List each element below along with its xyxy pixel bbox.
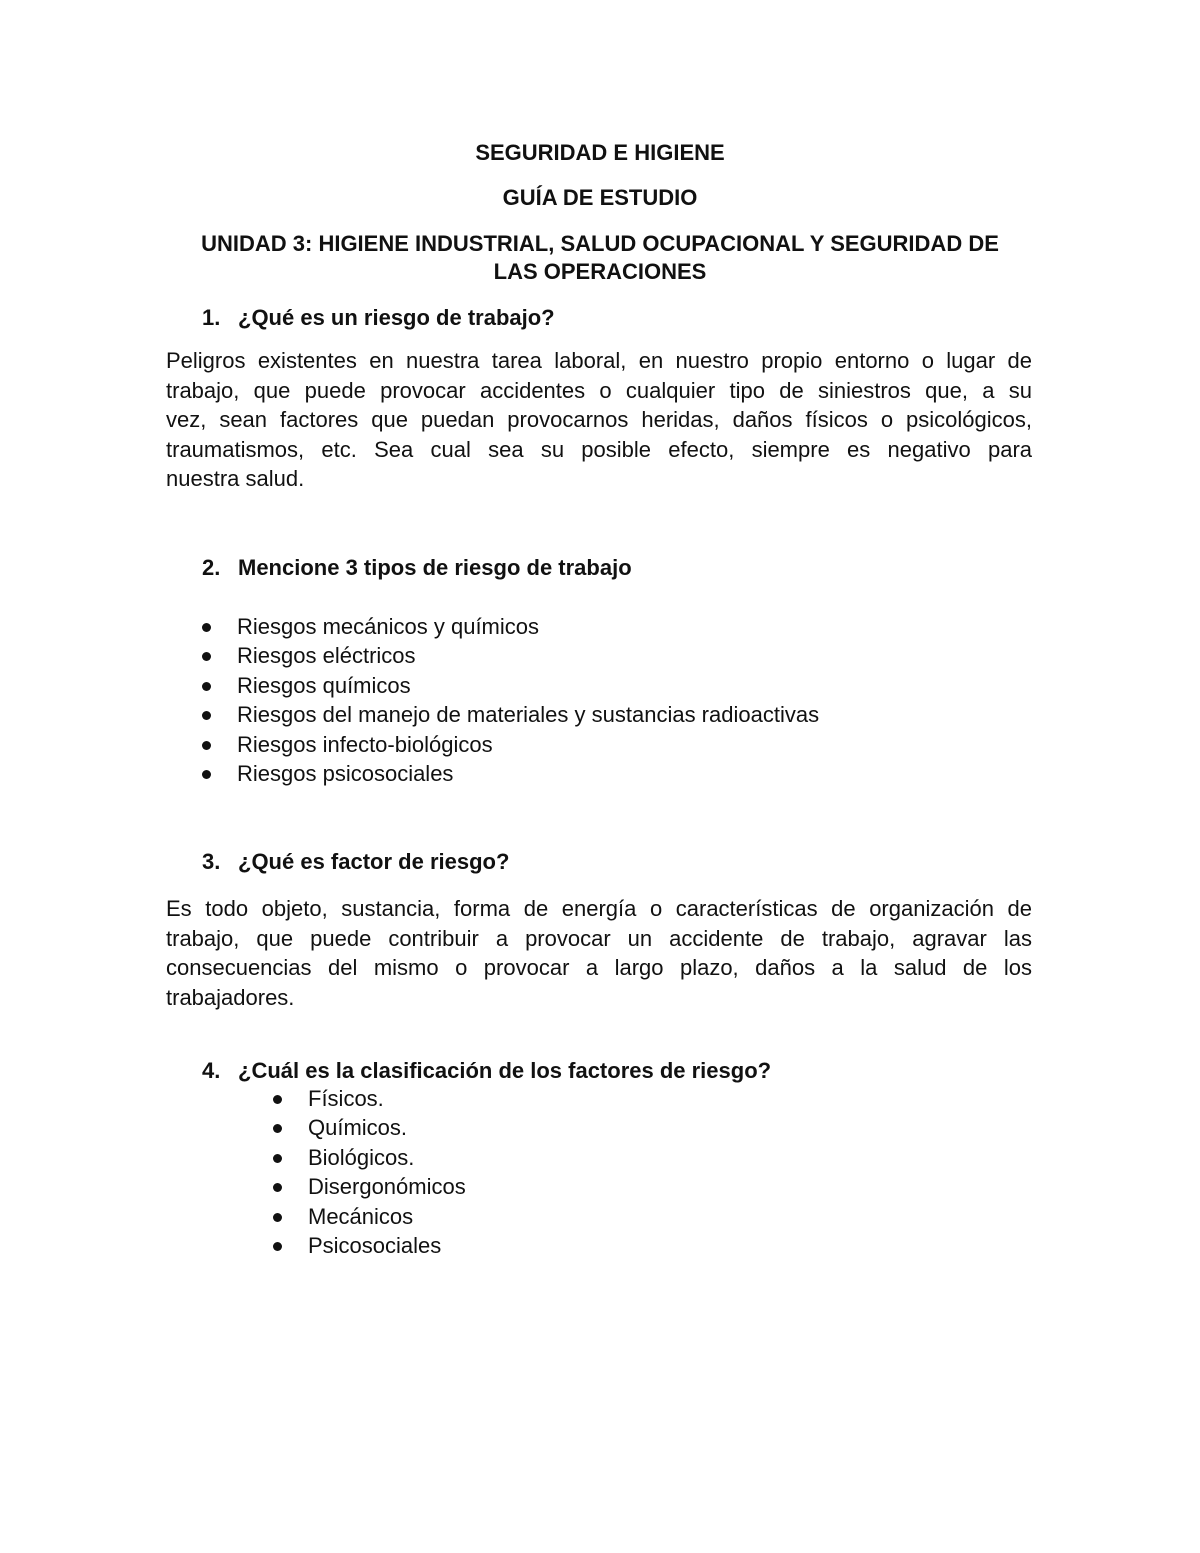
bullet-icon <box>202 770 211 779</box>
course-title: SEGURIDAD E HIGIENE <box>475 140 725 165</box>
question-2-text: Mencione 3 tipos de riesgo de trabajo <box>238 555 632 580</box>
answer-1-line: vez, sean factores que puedan provocarnos heridas, daños físicos o psicológicos, <box>166 407 1032 432</box>
answer-1-paragraph <box>166 346 1032 494</box>
question-4-text: ¿Cuál es la clasificación de los factores de riesgo? <box>238 1058 772 1083</box>
unit-title-line-1: UNIDAD 3: HIGIENE INDUSTRIAL, SALUD OCUPACIONAL Y SEGURIDAD DE <box>201 231 999 256</box>
answer-3-line: Es todo objeto, sustancia, forma de energía o características de organización de <box>166 896 1032 921</box>
answer-1-line: Peligros existentes en nuestra tarea laboral, en nuestro propio entorno o lugar de <box>166 348 1032 373</box>
question-3-text: ¿Qué es factor de riesgo? <box>238 849 510 874</box>
question-3-number: 3. <box>202 849 221 874</box>
unit-title-line-2: LAS OPERACIONES <box>493 259 707 284</box>
bullet-icon <box>273 1242 282 1251</box>
bullet-icon <box>273 1183 282 1192</box>
answer-3-line: consecuencias del mismo o provocar a largo plazo, daños a la salud de los <box>166 955 1032 980</box>
bullet-icon <box>202 682 211 691</box>
bullet-icon <box>202 623 211 632</box>
answer-3-paragraph <box>166 894 1032 1012</box>
answer-3-line: trabajadores. <box>166 984 295 1010</box>
bullet-icon <box>202 652 211 661</box>
bullet-icon <box>273 1095 282 1104</box>
bullet-icon <box>273 1124 282 1133</box>
question-4-number: 4. <box>202 1058 221 1083</box>
answer-1-line: nuestra salud. <box>166 466 305 491</box>
bullet-icon <box>273 1213 282 1222</box>
question-1-number: 1. <box>202 305 221 330</box>
bullet-icon <box>202 741 211 750</box>
question-2-number: 2. <box>202 555 221 580</box>
document-page: SEGURIDAD E HIGIENE GUÍA DE ESTUDIO UNIDAD 3: HIGIENE INDUSTRIAL, SALUD OCUPACIONAL Y SEGURIDAD DE LAS OPERACIONES 1. ¿Qué es un riesgo de trabajo? Peligros existentes en nuestra tarea laboral, en nuestro propio entorno o lugar de trabajo, que puede provocar accidentes o cualquier tipo de siniestros que, a su vez, sean factores que puedan provocarnos heridas, daños físicos o psicológicos, traumatismos, etc. Sea cual sea su posible efecto, siempre es negativo para nuestra salud. 2. Mencione 3 tipos de riesgo de trabajo Riesgos mecánicos y químicos Riesgos eléctricos Riesgos químicos Riesgos del manejo de materiales y sustancias radioactivas Riesgos infecto-biológicos Riesgos psicosociales 3. ¿Qué es factor de riesgo? Es todo objeto, sustancia, forma de energía o características de organización de trabajo, que puede contribuir a provocar un accidente de trabajo, agravar las consecuencias del mismo o provocar a largo plazo, daños a la salud de los trabajadores. 4. ¿Cuál es la clasificación de los factores de riesgo? Físicos. Químicos. Biológicos. Disergonómicos Mecánicos Psicosociales <box>0 0 1200 1553</box>
answer-1-line: traumatismos, etc. Sea cual sea su posible efecto, siempre es negativo para <box>166 436 1032 462</box>
answer-1-line: trabajo, que puede provocar accidentes o cualquier tipo de siniestros que, a su <box>166 377 1032 403</box>
bullet-icon <box>273 1154 282 1163</box>
guide-title: GUÍA DE ESTUDIO <box>502 185 698 210</box>
answer-3-line: trabajo, que puede contribuir a provocar un accidente de trabajo, agravar las <box>166 925 1032 951</box>
question-1-text: ¿Qué es un riesgo de trabajo? <box>238 305 555 330</box>
bullet-icon <box>202 711 211 720</box>
